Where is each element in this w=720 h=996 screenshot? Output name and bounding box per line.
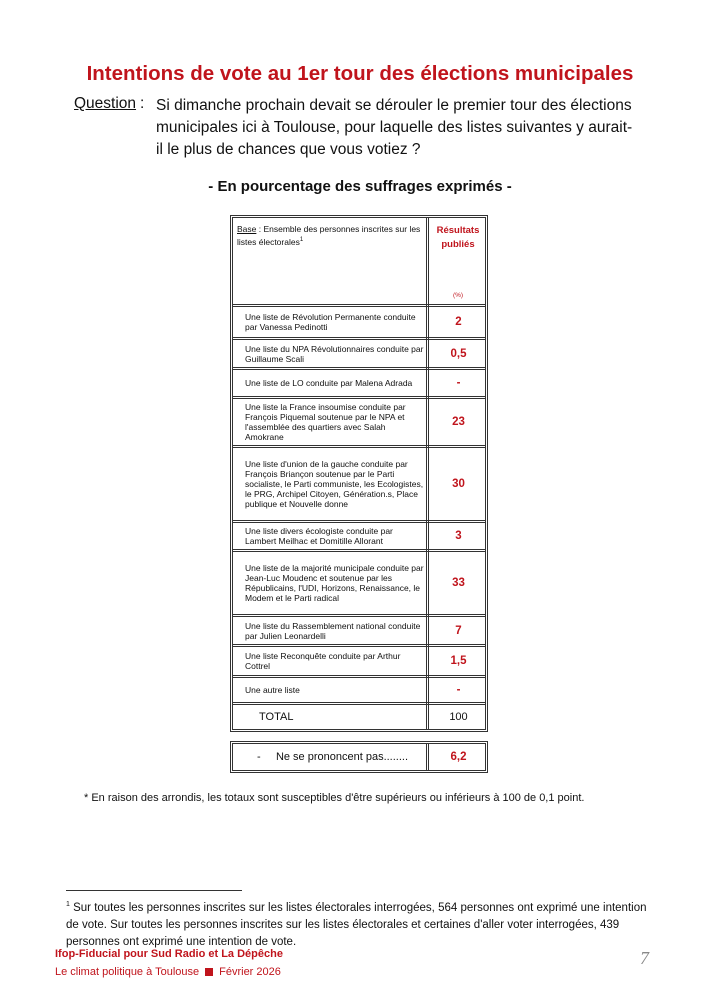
no-opinion-value: 6,2 [450,751,467,763]
question-colon: : [140,95,145,112]
table-row-value: 23 [452,416,465,428]
table-row-label: Une liste du NPA Révolutionnaires conduite par Guillaume Scali [245,343,424,364]
base-description [237,224,423,248]
page-number: 7 [640,948,649,968]
page-title: Intentions de vote au 1er tour des élections municipales [86,62,634,85]
table-row-value: 2 [455,316,462,328]
total-label: TOTAL [259,711,294,723]
question-label: Question [74,95,137,112]
question-text [156,95,656,161]
total-value: 100 [449,711,468,723]
table-row-label: Une liste de Révolution Permanente conduite par Vanessa Pedinotti [245,312,416,332]
base-label: Base [237,224,257,234]
table-subtitle: - En pourcentage des suffrages exprimés - [208,178,512,195]
rounding-note: * En raison des arrondis, les totaux sont susceptibles d'être supérieurs ou inférieurs à 100 de 0,1 point. [84,792,585,804]
table-row-value: 3 [455,530,462,542]
table-row-value: 1,5 [450,655,467,667]
base-text: : Ensemble des personnes inscrites sur les listes électorales [237,224,421,247]
no-opinion-label: - Ne se prononcent pas........ [257,751,409,763]
footer-date: Février 2026 [219,966,281,978]
footnote-text: Sur toutes les personnes inscrites sur les listes électorales interrogées, 564 personnes ont exprimé une intention de vote. Sur toutes les personnes inscrites sur les listes électorales et certaines d'aller voter interrogées, 439 personnes ont exprimé une intention de vote. [66,901,647,948]
table-row-label: Une liste Reconquête conduite par Arthur Cottrel [245,651,401,671]
footnote [66,896,656,951]
footnote-mark: 1 [66,901,70,908]
footnote-rule [66,890,242,891]
no-opinion-box [230,741,488,773]
footer-study-title: Le climat politique à Toulouse [55,966,200,978]
table-row-label: Une liste d'union de la gauche conduite par François Briançon soutenue par le Parti socialiste, le Parti communiste, les Ecologistes, le PRG, Archipel Citoyen, Génération.s, Place publique et Nouvelle donne [245,459,424,509]
results-header: Résultats publiés [436,225,480,250]
table-row-label: Une liste la France insoumise conduite par François Piquemal soutenue par le NPA et l'assemblée des quartiers avec Salah Amokrane [245,402,406,442]
results-table [230,215,488,732]
table-row-label: Une liste divers écologiste conduite par Lambert Meilhac et Domitille Allorant [245,526,393,546]
table-row-value: 33 [452,577,465,589]
question-line: Si dimanche prochain devait se dérouler le premier tour des élections [156,97,632,114]
footer-study [55,966,281,978]
table-row-value: - [456,684,461,696]
table-row-value: 7 [455,624,462,637]
base-footnote-mark: 1 [299,237,304,243]
question-line: il le plus de chances que vous votiez ? [156,141,421,158]
square-bullet-icon [205,968,213,976]
table-row-value: 30 [452,478,465,490]
unit-label: (%) [452,292,464,299]
footer-source: Ifop-Fiducial pour Sud Radio et La Dépêche [55,948,283,960]
table-row-label: Une liste de LO conduite par Malena Adrada [245,378,413,388]
question-line: municipales ici à Toulouse, pour laquelle des listes suivantes y aurait- [156,119,633,136]
table-row-label: Une liste du Rassemblement national conduite par Julien Leonardelli [245,620,421,641]
table-row-value: 0,5 [450,347,467,360]
table-row-label: Une liste de la majorité municipale conduite par Jean-Luc Moudenc et soutenue par les Républicains, l'UDI, Horizons, Renaissance, le Modem et le Parti radical [245,563,424,603]
table-row-label: Une autre liste [245,685,300,695]
table-row-value: - [456,377,461,389]
